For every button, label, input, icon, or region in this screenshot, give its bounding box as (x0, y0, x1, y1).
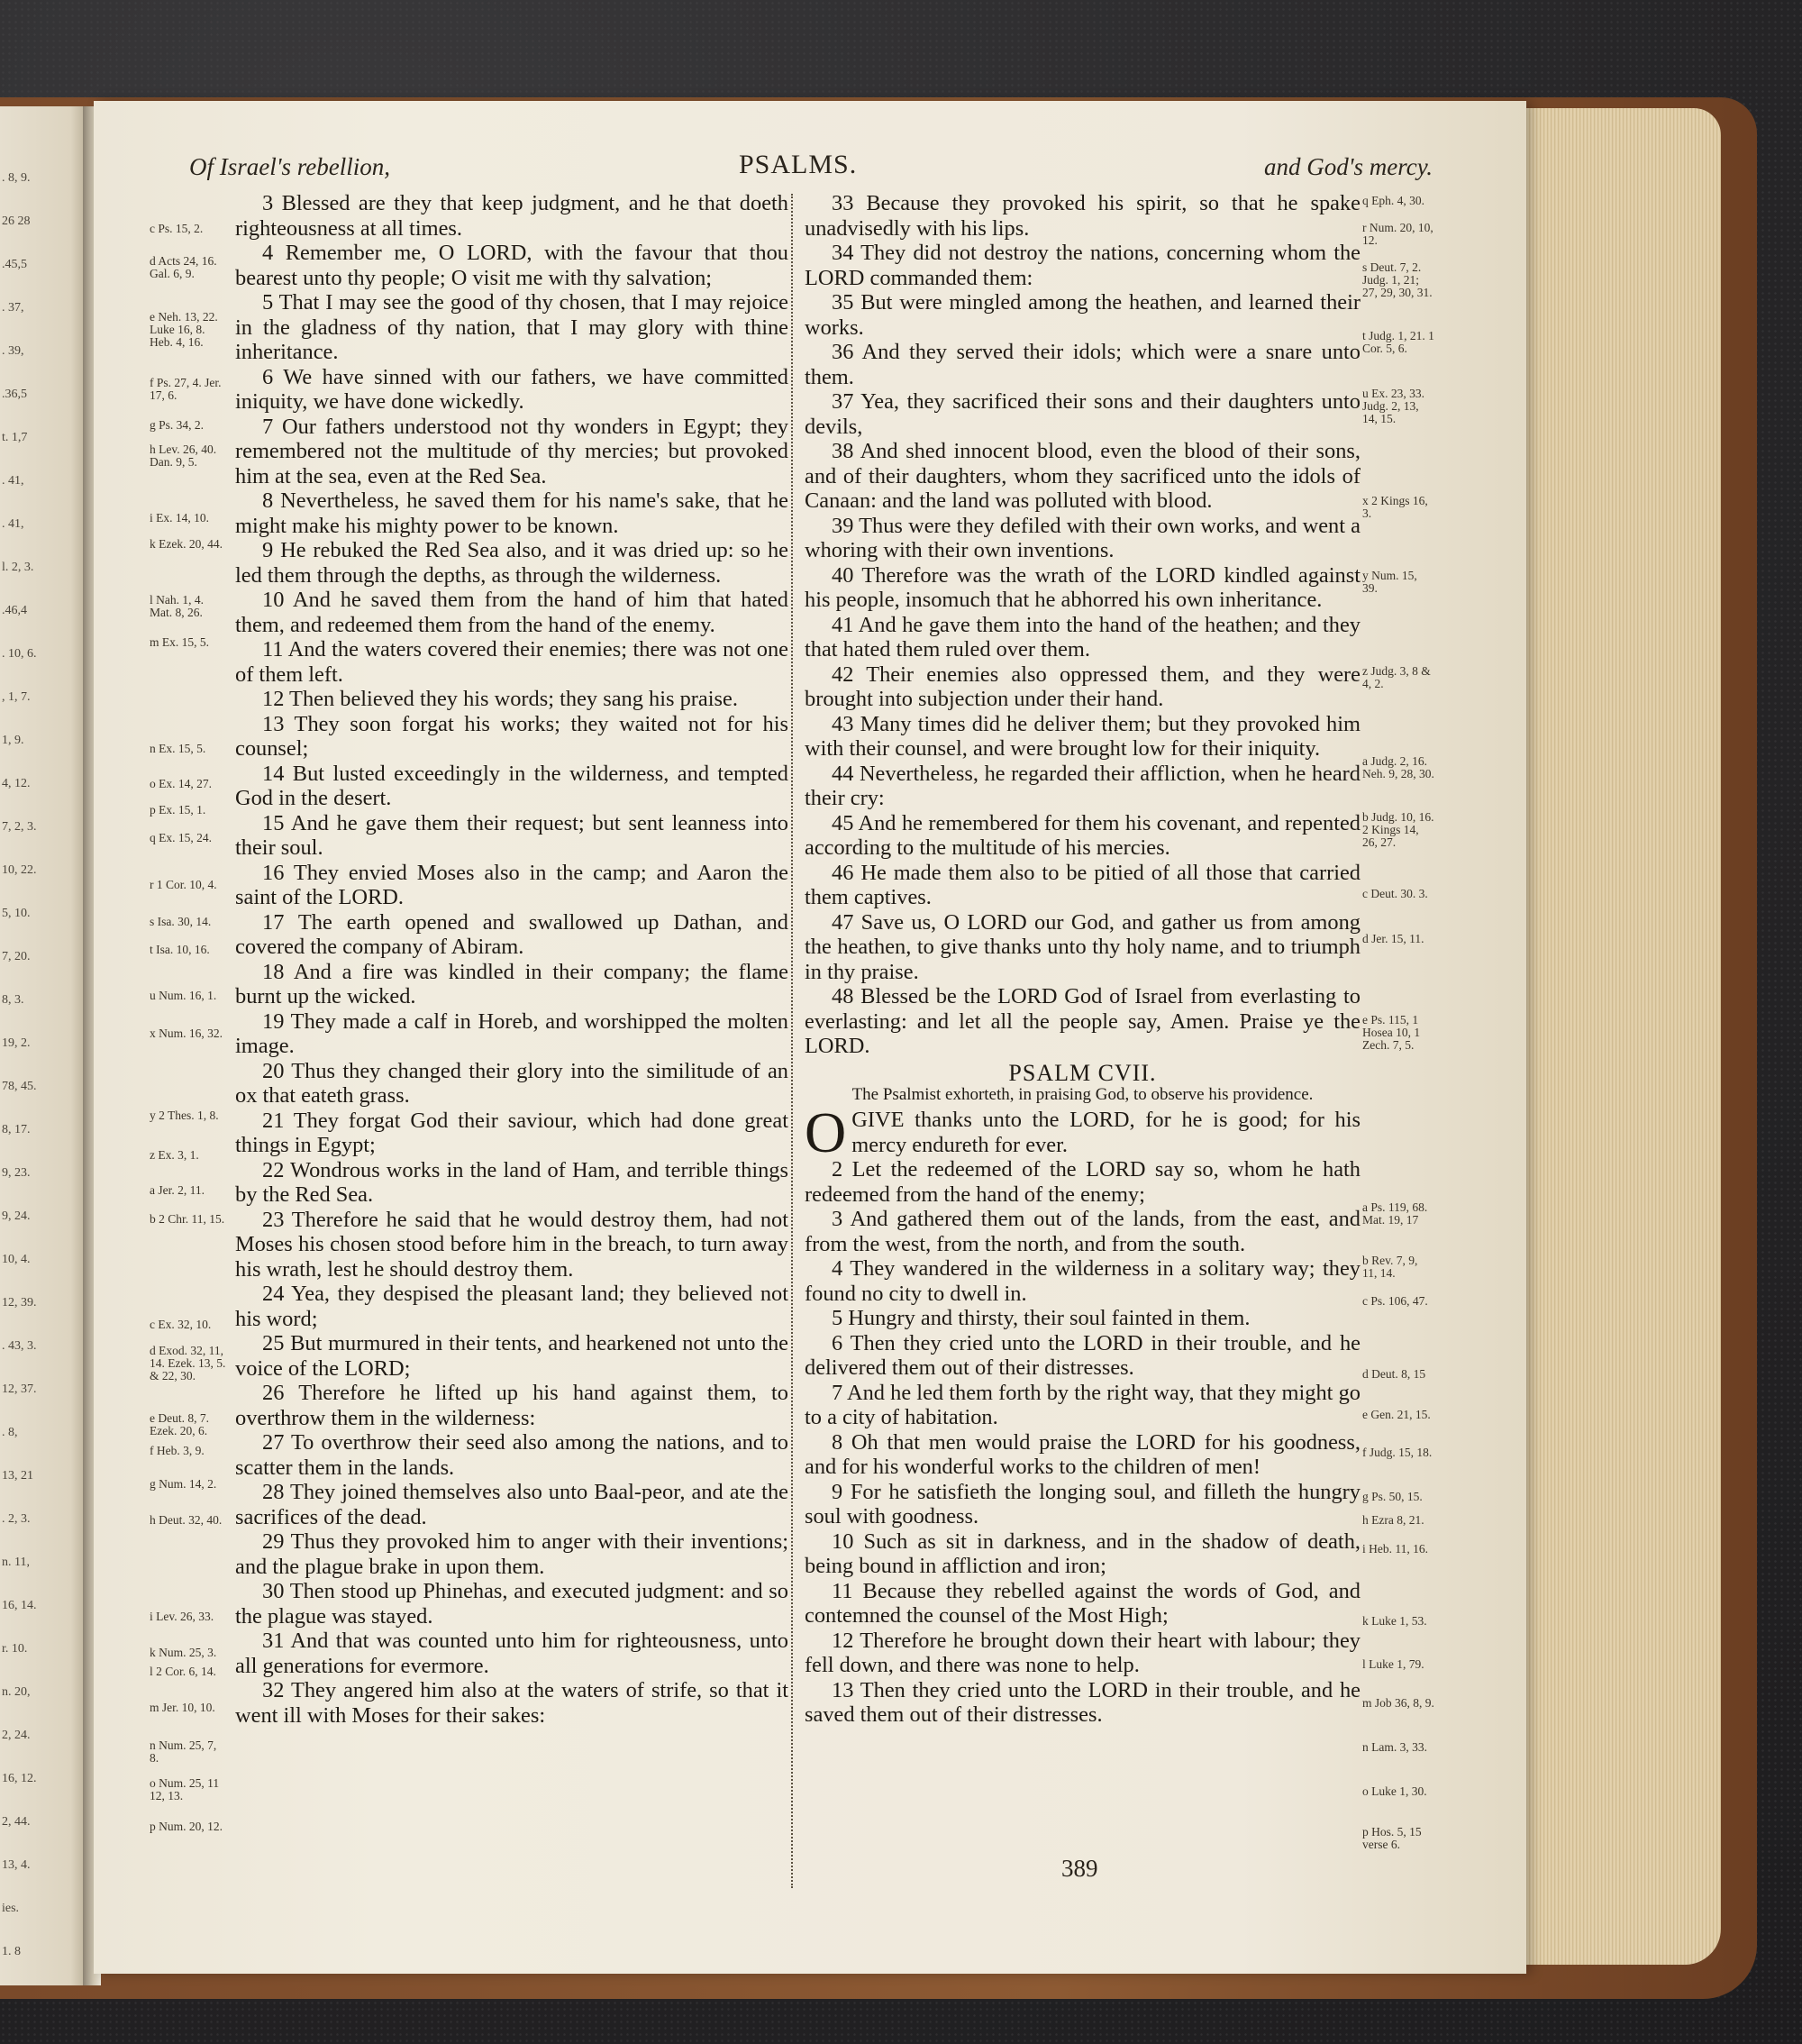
margin-reference: d Exod. 32, 11, 14. Ezek. 13, 5. & 22, 30. (150, 1344, 226, 1382)
left-page-reference: 26 28 (2, 214, 31, 228)
margin-reference: x 2 Kings 16, 3. (1362, 494, 1428, 520)
verse: 11 Because they rebelled against the words of God, and contemned the counsel of the Most High; (805, 1578, 1361, 1628)
left-page-reference: 8, 3. (2, 993, 24, 1007)
verse: 7 Our fathers understood not thy wonders in Egypt; they remembered not the multitude of thy mercies; but provoked him at the sea, even at the Red Sea. (235, 414, 788, 488)
left-page-reference: 7, 20. (2, 950, 31, 963)
verse: 19 They made a calf in Horeb, and worshipped the molten image. (235, 1008, 788, 1058)
margin-reference: p Hos. 5, 15 verse 6. (1362, 1825, 1422, 1851)
verse: 15 And he gave them their request; but sent leanness into their soul. (235, 810, 788, 860)
left-page-reference: 9, 23. (2, 1166, 31, 1180)
margin-reference: c Ps. 106, 47. (1362, 1294, 1428, 1308)
verse: 5 Hungry and thirsty, their soul fainted in them. (832, 1306, 1251, 1330)
psalm-title: PSALM CVII. (1008, 1059, 1157, 1086)
verse: 12 Then believed they his words; they sang his praise. (262, 687, 738, 711)
verse: 8 Oh that men would praise the LORD for his goodness, and for his wonderful works to the children of men! (805, 1429, 1361, 1479)
left-page-reference: 12, 37. (2, 1382, 37, 1396)
drop-cap: O (805, 1100, 847, 1164)
left-page-reference: 4, 12. (2, 777, 31, 790)
psalm-first-verse-text: GIVE thanks unto the LORD, for he is good; for his mercy endureth for ever. (851, 1108, 1361, 1157)
verse: 40 Therefore was the wrath of the LORD kindled against his people, insomuch that he abhorred his own inheritance. (805, 562, 1361, 612)
left-page-reference: 1, 9. (2, 734, 24, 747)
margin-reference: n Ex. 15, 5. (150, 742, 206, 755)
verse: 18 And a fire was kindled in their company; the flame burnt up the wicked. (235, 959, 788, 1008)
verse: 33 Because they provoked his spirit, so that he spake unadvisedly with his lips. (805, 191, 1361, 241)
margin-reference: k Luke 1, 53. (1362, 1614, 1427, 1628)
verse: 4 They wandered in the wilderness in a solitary way; they found no city to dwell in. (805, 1256, 1361, 1306)
verse: 35 But were mingled among the heathen, and learned their works. (805, 290, 1361, 340)
verse: 6 Then they cried unto the LORD in their trouble, and he delivered them out of their distresses. (805, 1330, 1361, 1380)
left-page-reference: . 41, (2, 474, 24, 488)
margin-reference: c Ps. 15, 2. (150, 222, 204, 235)
verse: 41 And he gave them into the hand of the heathen; and they that hated them ruled over them. (805, 612, 1361, 662)
margin-reference: b Judg. 10, 16. 2 Kings 14, 26, 27. (1362, 810, 1434, 849)
margin-reference: f Ps. 27, 4. Jer. 17, 6. (150, 376, 222, 402)
margin-reference: b Rev. 7, 9, 11, 14. (1362, 1254, 1418, 1280)
verse: 21 They forgat God their saviour, which had done great things in Egypt; (235, 1108, 788, 1157)
margin-reference: x Num. 16, 32. (150, 1027, 223, 1040)
verse: 6 We have sinned with our fathers, we have committed iniquity, we have done wickedly. (235, 364, 788, 414)
margin-reference: a Jer. 2, 11. (150, 1183, 205, 1197)
margin-reference: m Job 36, 8, 9. (1362, 1696, 1434, 1710)
left-page-reference: r. 10. (2, 1642, 28, 1656)
margin-reference: l Nah. 1, 4. Mat. 8, 26. (150, 593, 204, 619)
margin-reference: y 2 Thes. 1, 8. (150, 1109, 219, 1122)
left-page-reference: 78, 45. (2, 1080, 37, 1093)
margin-reference: s Deut. 7, 2. Judg. 1, 21; 27, 29, 30, 31. (1362, 260, 1433, 299)
verse: 8 Nevertheless, he saved them for his name's sake, that he might make his mighty power to be known. (235, 488, 788, 538)
margin-reference: g Num. 14, 2. (150, 1477, 217, 1491)
verse: 3 And gathered them out of the lands, from the east, and from the west, from the north, and from the south. (805, 1207, 1361, 1256)
verse: 2 Let the redeemed of the LORD say so, whom he hath redeemed from the hand of the enemy; (805, 1157, 1361, 1207)
left-text-column (235, 191, 788, 1728)
margin-reference: d Jer. 15, 11. (1362, 932, 1424, 945)
margin-reference: c Deut. 30. 3. (1362, 887, 1428, 900)
margin-reference: q Ex. 15, 24. (150, 831, 212, 844)
margin-reference: d Acts 24, 16. Gal. 6, 9. (150, 254, 217, 280)
verse: 48 Blessed be the LORD God of Israel from everlasting to everlasting: and let all the people say, Amen. Praise ye the LORD. (805, 984, 1361, 1058)
margin-reference: k Ezek. 20, 44. (150, 537, 223, 551)
verse: 46 He made them also to be pitied of all those that carried them captives. (805, 860, 1361, 909)
verse: 43 Many times did he deliver them; but they provoked him with their counsel, and were brought low for their iniquity. (805, 711, 1361, 761)
margin-reference: y Num. 15, 39. (1362, 569, 1417, 595)
margin-reference: g Ps. 50, 15. (1362, 1490, 1423, 1503)
verse: 42 Their enemies also oppressed them, and they were brought into subjection under their hand. (805, 662, 1361, 711)
left-page-reference: 10, 4. (2, 1253, 31, 1266)
left-page (0, 106, 88, 1985)
margin-reference: e Gen. 21, 15. (1362, 1408, 1431, 1421)
verse: 14 But lusted exceedingly in the wilderness, and tempted God in the desert. (235, 761, 788, 810)
verse: 7 And he led them forth by the right way, that they might go to a city of habitation. (805, 1380, 1361, 1429)
margin-reference: f Heb. 3, 9. (150, 1444, 205, 1457)
margin-reference: n Num. 25, 7, 8. (150, 1738, 217, 1765)
verse: 13 They soon forgat his works; they waited not for his counsel; (235, 711, 788, 761)
margin-reference: a Ps. 119, 68. Mat. 19, 17 (1362, 1200, 1428, 1227)
margin-reference: q Eph. 4, 30. (1362, 194, 1424, 207)
verse: 12 Therefore he brought down their heart with labour; they fell down, and there was none to help. (805, 1628, 1361, 1677)
left-page-reference: .36,5 (2, 388, 27, 401)
left-page-reference: 8, 17. (2, 1123, 31, 1136)
left-page-reference: .45,5 (2, 258, 27, 271)
margin-reference: m Jer. 10, 10. (150, 1701, 215, 1714)
margin-reference: z Judg. 3, 8 & 4, 2. (1362, 664, 1431, 690)
verse: 25 But murmured in their tents, and hearkened not unto the voice of the LORD; (235, 1331, 788, 1381)
verse: 9 For he satisfieth the longing soul, and filleth the hungry soul with goodness. (805, 1479, 1361, 1528)
margin-reference: h Lev. 26, 40. Dan. 9, 5. (150, 443, 217, 469)
verse: 22 Wondrous works in the land of Ham, and terrible things by the Red Sea. (235, 1157, 788, 1207)
margin-reference: l Luke 1, 79. (1362, 1657, 1424, 1671)
page-number: 389 (1061, 1855, 1098, 1882)
verse: 24 Yea, they despised the pleasant land; they believed not his word; (235, 1282, 788, 1331)
left-page-reference: 7, 2, 3. (2, 820, 37, 834)
verse: 10 And he saved them from the hand of him that hated them, and redeemed them from the hand of the enemy. (235, 588, 788, 637)
left-page-reference: 1. 8 (2, 1945, 21, 1958)
margin-reference: o Num. 25, 11 12, 13. (150, 1776, 220, 1802)
margin-reference: k Num. 25, 3. (150, 1646, 217, 1659)
verse: 36 And they served their idols; which were a snare unto them. (805, 340, 1361, 389)
running-head-book-title: PSALMS. (739, 150, 858, 179)
margin-reference: f Judg. 15, 18. (1362, 1446, 1433, 1459)
verse: 47 Save us, O LORD our God, and gather us from among the heathen, to give thanks unto thy holy name, and to triumph in thy praise. (805, 909, 1361, 984)
margin-reference: o Ex. 14, 27. (150, 777, 212, 790)
margin-reference: t Judg. 1, 21. 1 Cor. 5, 6. (1362, 329, 1434, 355)
verse: 37 Yea, they sacrificed their sons and their daughters unto devils, (805, 389, 1361, 439)
psalm-summary: The Psalmist exhorteth, in praising God, to observe his providence. (851, 1085, 1314, 1104)
margin-reference: u Ex. 23, 33. Judg. 2, 13, 14, 15. (1362, 387, 1424, 425)
left-page-reference: 5, 10. (2, 907, 31, 920)
left-page-reference: . 8, (2, 1426, 18, 1439)
left-page-reference: 12, 39. (2, 1296, 37, 1309)
left-page-reference: , 1, 7. (2, 690, 31, 704)
margin-reference: t Isa. 10, 16. (150, 943, 210, 956)
verse: 16 They envied Moses also in the camp; and Aaron the saint of the LORD. (235, 860, 788, 909)
verse: 29 Thus they provoked him to anger with their inventions; and the plague brake in upon them. (235, 1529, 788, 1579)
verse: 34 They did not destroy the nations, concerning whom the LORD commanded them: (805, 241, 1361, 290)
verse: 17 The earth opened and swallowed up Dathan, and covered the company of Abiram. (235, 909, 788, 959)
margin-reference: p Num. 20, 12. (150, 1820, 223, 1833)
left-page-reference: . 37, (2, 301, 24, 315)
running-head-left: Of Israel's rebellion, (189, 153, 391, 180)
left-page-reference: t. 1,7 (2, 431, 28, 444)
left-page-reference: n. 20, (2, 1685, 31, 1699)
margin-reference: a Judg. 2, 16. Neh. 9, 28, 30. (1362, 754, 1434, 780)
margin-reference: i Heb. 11, 16. (1362, 1542, 1428, 1556)
left-page-reference: 2, 44. (2, 1815, 31, 1829)
left-page-reference: 13, 21 (2, 1469, 33, 1483)
margin-reference: n Lam. 3, 33. (1362, 1740, 1427, 1754)
margin-reference: o Luke 1, 30. (1362, 1784, 1427, 1798)
verse: 39 Thus were they defiled with their own works, and went a whoring with their own inventions. (805, 513, 1361, 562)
left-page-reference: 16, 12. (2, 1772, 37, 1785)
left-page-reference: 9, 24. (2, 1209, 31, 1223)
margin-reference: e Neh. 13, 22. Luke 16, 8. Heb. 4, 16. (150, 310, 218, 349)
left-page-reference: 2, 24. (2, 1729, 31, 1742)
left-page-reference: n. 11, (2, 1556, 30, 1569)
left-page-reference: 19, 2. (2, 1036, 31, 1050)
margin-reference: s Isa. 30, 14. (150, 915, 212, 928)
left-page-reference: . 43, 3. (2, 1339, 37, 1353)
margin-reference: e Ps. 115, 1 Hosea 10, 1 Zech. 7, 5. (1362, 1013, 1421, 1052)
column-divider (791, 194, 793, 1888)
margin-reference: b 2 Chr. 11, 15. (150, 1212, 225, 1226)
margin-reference: d Deut. 8, 15 (1362, 1367, 1426, 1381)
right-text-column (805, 191, 1361, 1728)
margin-reference: i Ex. 14, 10. (150, 511, 209, 525)
verse: 44 Nevertheless, he regarded their affliction, when he heard their cry: (805, 761, 1361, 810)
verse: 38 And shed innocent blood, even the blood of their sons, and of their daughters, whom they sacrificed unto the idols of Canaan: and the land was polluted with blood. (805, 439, 1361, 513)
margin-reference: z Ex. 3, 1. (150, 1148, 199, 1162)
margin-reference: m Ex. 15, 5. (150, 635, 209, 649)
verse: 23 Therefore he said that he would destroy them, had not Moses his chosen stood before him in the breach, to turn away his wrath, lest he should destroy them. (235, 1207, 788, 1282)
left-page-reference: . 2, 3. (2, 1512, 31, 1526)
verse: 13 Then they cried unto the LORD in their trouble, and he saved them out of their distresses. (805, 1677, 1361, 1727)
running-head (189, 150, 1433, 189)
left-page-reference: . 39, (2, 344, 24, 358)
margin-reference: p Ex. 15, 1. (150, 803, 206, 817)
verse: 32 They angered him also at the waters of strife, so that it went ill with Moses for their sakes: (235, 1678, 788, 1728)
left-page-reference: 13, 4. (2, 1858, 31, 1872)
verse: 11 And the waters covered their enemies; there was not one of them left. (235, 637, 788, 687)
left-page-reference: .46,4 (2, 604, 27, 617)
margin-reference: r 1 Cor. 10, 4. (150, 878, 217, 891)
verse: 31 And that was counted unto him for righteousness, unto all generations for evermore. (235, 1629, 788, 1678)
margin-reference: e Deut. 8, 7. Ezek. 20, 6. (150, 1411, 209, 1437)
verse: 3 Blessed are they that keep judgment, and he that doeth righteousness at all times. (235, 191, 788, 241)
verse: 9 He rebuked the Red Sea also, and it was dried up: so he led them through the depths, as through the wilderness. (235, 538, 788, 588)
verse: 20 Thus they changed their glory into the similitude of an ox that eateth grass. (235, 1058, 788, 1108)
verse: 26 Therefore he lifted up his hand against them, to overthrow them in the wilderness: (235, 1381, 788, 1430)
left-page-reference: 16, 14. (2, 1599, 37, 1612)
running-head-right: and God's mercy. (1264, 153, 1433, 180)
left-page-reference: 10, 22. (2, 863, 37, 877)
left-page-reference: ies. (2, 1902, 20, 1915)
margin-reference: r Num. 20, 10, 12. (1362, 221, 1433, 247)
verse: 28 They joined themselves also unto Baal-peor, and ate the sacrifices of the dead. (235, 1480, 788, 1529)
verse: 27 To overthrow their seed also among the nations, and to scatter them in the lands. (235, 1430, 788, 1480)
verse: 10 Such as sit in darkness, and in the shadow of death, being bound in affliction and iron; (805, 1528, 1361, 1578)
margin-reference: c Ex. 32, 10. (150, 1318, 212, 1331)
left-page-reference: . 10, 6. (2, 647, 37, 661)
margin-reference: h Ezra 8, 21. (1362, 1513, 1424, 1527)
left-page-reference: . 41, (2, 517, 24, 531)
verse: 4 Remember me, O LORD, with the favour that thou bearest unto thy people; O visit me with thy salvation; (235, 241, 788, 290)
margin-reference: i Lev. 26, 33. (150, 1610, 214, 1623)
verse: 45 And he remembered for them his covenant, and repented according to the multitude of his mercies. (805, 810, 1361, 860)
verse: 5 That I may see the good of thy chosen, that I may rejoice in the gladness of thy nation, that I may glory with thine inheritance. (235, 290, 788, 364)
margin-reference: g Ps. 34, 2. (150, 418, 205, 432)
left-page-reference: . 8, 9. (2, 171, 31, 185)
verse: 30 Then stood up Phinehas, and executed judgment: and so the plague was stayed. (235, 1579, 788, 1629)
left-page-reference: l. 2, 3. (2, 561, 34, 574)
margin-reference: u Num. 16, 1. (150, 989, 217, 1002)
psalm-first-verse (805, 1100, 1361, 1164)
margin-reference: l 2 Cor. 6, 14. (150, 1665, 216, 1678)
margin-reference: h Deut. 32, 40. (150, 1513, 223, 1527)
